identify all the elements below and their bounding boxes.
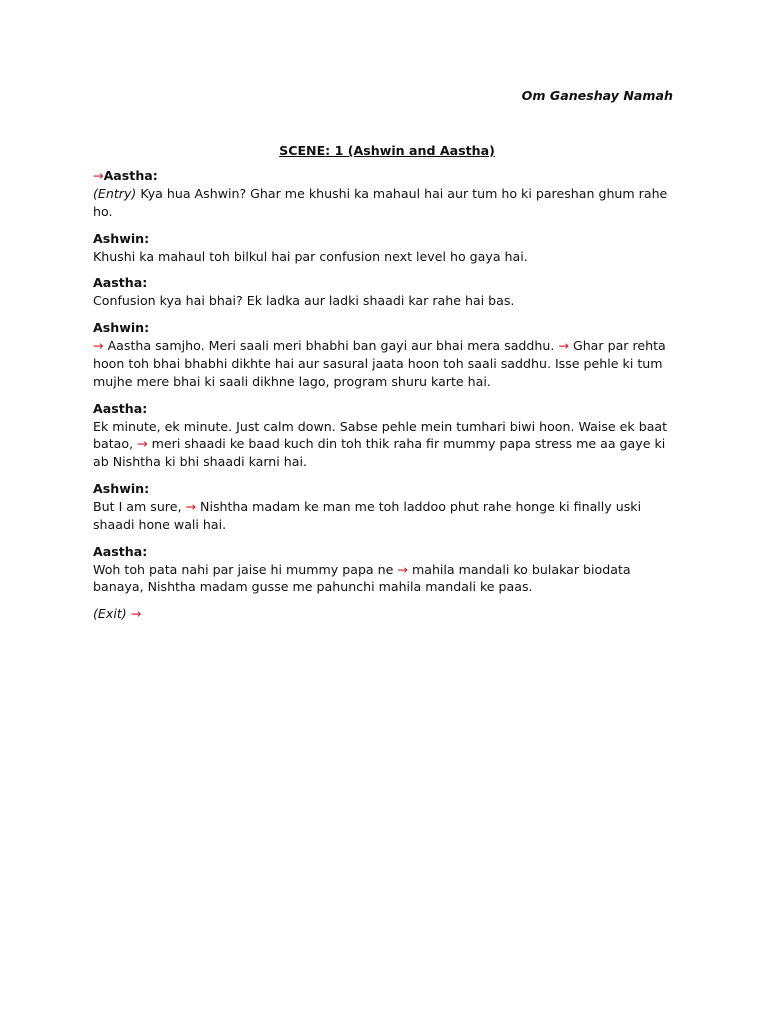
- exit-direction: [93, 605, 681, 623]
- dialogue-block: [93, 230, 681, 266]
- dialogue-block: [93, 319, 681, 390]
- dialogue-block: [93, 400, 681, 471]
- arrow-icon: →: [137, 436, 148, 452]
- dialogue-block: [93, 543, 681, 597]
- arrow-icon: →: [130, 606, 142, 622]
- dialogue-line: Confusion kya hai bhai? Ek ladka aur ladki shaadi kar rahe hai bas.: [93, 293, 515, 309]
- dialogue-line: → Aastha samjho. Meri saali meri bhabhi ban gayi aur bhai mera saddhu. → Ghar par rehta hoon toh bhai bhabhi dikhte hai aur sasural jaata hoon toh saali saddhu. Isse pehle ki tum mujhe mere bhai ki saali dikhne lago, program shuru karte hai.: [93, 338, 666, 389]
- speaker-name: Aastha:: [93, 400, 148, 416]
- arrow-icon: →: [558, 338, 569, 354]
- dialogue-block: [93, 274, 681, 310]
- dialogue-line: Ek minute, ek minute. Just calm down. Sabse pehle mein tumhari biwi hoon. Waise ek baat batao, → meri shaadi ke baad kuch din toh thik raha fir mummy papa stress me aa gaye ki ab Nishtha ki bhi shaadi karni hai.: [93, 418, 668, 470]
- page-header: Om Ganeshay Namah: [521, 88, 673, 103]
- stage-direction: (Entry): [93, 186, 137, 201]
- stage-direction: (Exit): [93, 606, 127, 622]
- dialogue-line: But I am sure, → Nishtha madam ke man me toh laddoo phut rahe honge ki finally uski shaadi hone wali hai.: [93, 498, 642, 532]
- scene-title: SCENE: 1 (Ashwin and Aastha): [279, 143, 495, 158]
- dialogue-line: Khushi ka mahaul toh bilkul hai par confusion next level ho gaya hai.: [93, 248, 528, 264]
- speaker-name: Ashwin:: [93, 230, 150, 246]
- speaker-name: Ashwin:: [93, 320, 150, 336]
- dialogue-line: Woh toh pata nahi par jaise hi mummy papa ne → mahila mandali ko bulakar biodata banaya, Nishtha madam gusse me pahunchi mahila mandali ke paas.: [93, 561, 631, 595]
- speaker-name: Aastha:: [93, 275, 148, 291]
- speaker-name: Aastha:: [93, 543, 148, 559]
- speaker-name: →Aastha:: [93, 168, 158, 183]
- dialogue-line: (Entry) Kya hua Ashwin? Ghar me khushi ka mahaul hai aur tum ho ki pareshan ghum rahe ho.: [93, 186, 668, 219]
- dialogue-block: [93, 480, 681, 534]
- speaker-name: Ashwin:: [93, 480, 150, 496]
- dialogue-block: [93, 167, 681, 221]
- arrow-icon: →: [397, 561, 408, 577]
- arrow-icon: →: [185, 498, 197, 514]
- script-content: [93, 142, 681, 632]
- arrow-icon: →: [93, 338, 104, 354]
- arrow-icon: →: [93, 168, 104, 183]
